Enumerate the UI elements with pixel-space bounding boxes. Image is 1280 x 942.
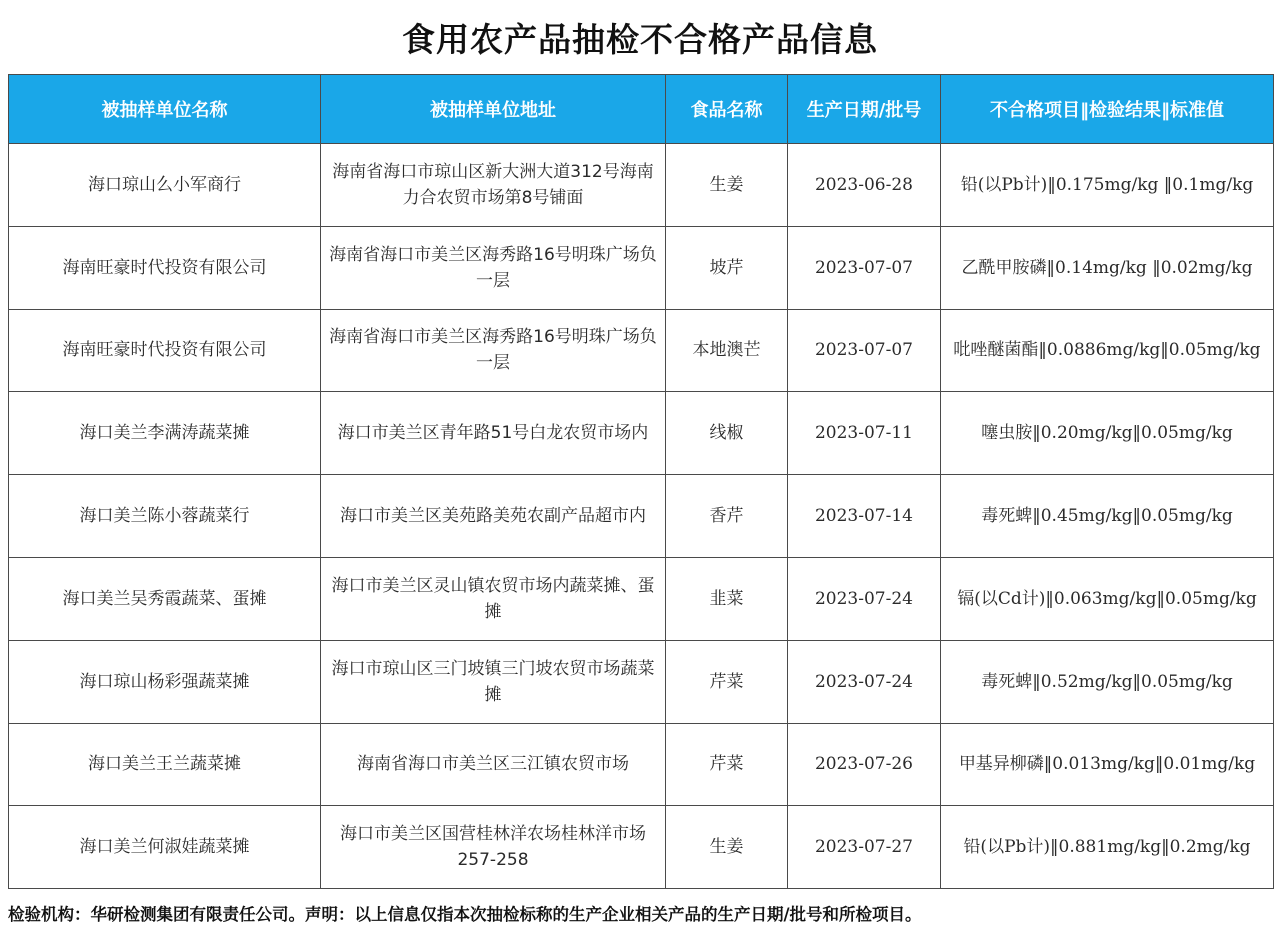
cell-production-date: 2023-07-11 xyxy=(788,392,941,475)
cell-unit-name: 海南旺豪时代投资有限公司 xyxy=(9,226,321,309)
footer-note: 检验机构：华研检测集团有限责任公司。声明：以上信息仅指本次抽检标称的生产企业相关产品的生产日期/批号和所检项目。 xyxy=(8,905,922,924)
cell-production-date: 2023-07-27 xyxy=(788,806,941,889)
cell-failed-item: 甲基异柳磷‖0.013mg/kg‖0.01mg/kg xyxy=(941,723,1274,806)
cell-failed-item: 毒死蜱‖0.52mg/kg‖0.05mg/kg xyxy=(941,640,1274,723)
table-row xyxy=(9,640,1274,723)
cell-failed-item: 镉(以Cd计)‖0.063mg/kg‖0.05mg/kg xyxy=(941,557,1274,640)
cell-unit-name: 海南旺豪时代投资有限公司 xyxy=(9,309,321,392)
cell-unit-name: 海口美兰陈小蓉蔬菜行 xyxy=(9,475,321,558)
cell-unit-name: 海口美兰何淑娃蔬菜摊 xyxy=(9,806,321,889)
cell-production-date: 2023-07-24 xyxy=(788,557,941,640)
header-failed-item: 不合格项目‖检验结果‖标准值 xyxy=(941,75,1274,144)
cell-production-date: 2023-06-28 xyxy=(788,144,941,227)
cell-unit-address: 海南省海口市美兰区海秀路16号明珠广场负一层 xyxy=(321,309,666,392)
cell-failed-item: 乙酰甲胺磷‖0.14mg/kg ‖0.02mg/kg xyxy=(941,226,1274,309)
header-unit-address: 被抽样单位地址 xyxy=(321,75,666,144)
cell-food-name: 芹菜 xyxy=(666,640,788,723)
table-row xyxy=(9,475,1274,558)
cell-unit-name: 海口琼山杨彩强蔬菜摊 xyxy=(9,640,321,723)
table-row xyxy=(9,392,1274,475)
cell-production-date: 2023-07-07 xyxy=(788,309,941,392)
cell-production-date: 2023-07-24 xyxy=(788,640,941,723)
cell-food-name: 坡芹 xyxy=(666,226,788,309)
cell-failed-item: 铅(以Pb计)‖0.175mg/kg ‖0.1mg/kg xyxy=(941,144,1274,227)
header-production-date: 生产日期/批号 xyxy=(788,75,941,144)
cell-unit-name: 海口美兰吴秀霞蔬菜、蛋摊 xyxy=(9,557,321,640)
table-row xyxy=(9,806,1274,889)
page-title: 食用农产品抽检不合格产品信息 xyxy=(402,20,878,59)
cell-unit-address: 海口市美兰区美苑路美苑农副产品超市内 xyxy=(321,475,666,558)
table-header-row xyxy=(9,75,1274,144)
cell-food-name: 线椒 xyxy=(666,392,788,475)
cell-production-date: 2023-07-07 xyxy=(788,226,941,309)
header-unit-name: 被抽样单位名称 xyxy=(9,75,321,144)
table-row xyxy=(9,226,1274,309)
cell-failed-item: 噻虫胺‖0.20mg/kg‖0.05mg/kg xyxy=(941,392,1274,475)
cell-unit-address: 海南省海口市美兰区三江镇农贸市场 xyxy=(321,723,666,806)
cell-food-name: 香芹 xyxy=(666,475,788,558)
cell-unit-address: 海口市美兰区国营桂林洋农场桂林洋市场257-258 xyxy=(321,806,666,889)
table-row xyxy=(9,557,1274,640)
cell-food-name: 本地澳芒 xyxy=(666,309,788,392)
cell-failed-item: 吡唑醚菌酯‖0.0886mg/kg‖0.05mg/kg xyxy=(941,309,1274,392)
results-table xyxy=(8,74,1274,889)
cell-failed-item: 毒死蜱‖0.45mg/kg‖0.05mg/kg xyxy=(941,475,1274,558)
cell-unit-address: 海南省海口市美兰区海秀路16号明珠广场负一层 xyxy=(321,226,666,309)
table-row xyxy=(9,144,1274,227)
cell-unit-address: 海口市琼山区三门坡镇三门坡农贸市场蔬菜摊 xyxy=(321,640,666,723)
header-food-name: 食品名称 xyxy=(666,75,788,144)
cell-production-date: 2023-07-26 xyxy=(788,723,941,806)
cell-unit-name: 海口美兰李满涛蔬菜摊 xyxy=(9,392,321,475)
table-row xyxy=(9,723,1274,806)
cell-unit-name: 海口琼山么小军商行 xyxy=(9,144,321,227)
cell-food-name: 芹菜 xyxy=(666,723,788,806)
table-body xyxy=(9,144,1274,889)
cell-unit-name: 海口美兰王兰蔬菜摊 xyxy=(9,723,321,806)
cell-food-name: 生姜 xyxy=(666,144,788,227)
cell-unit-address: 海口市美兰区灵山镇农贸市场内蔬菜摊、蛋摊 xyxy=(321,557,666,640)
table-row xyxy=(9,309,1274,392)
cell-food-name: 韭菜 xyxy=(666,557,788,640)
cell-failed-item: 铅(以Pb计)‖0.881mg/kg‖0.2mg/kg xyxy=(941,806,1274,889)
cell-unit-address: 海口市美兰区青年路51号白龙农贸市场内 xyxy=(321,392,666,475)
cell-food-name: 生姜 xyxy=(666,806,788,889)
cell-unit-address: 海南省海口市琼山区新大洲大道312号海南力合农贸市场第8号铺面 xyxy=(321,144,666,227)
cell-production-date: 2023-07-14 xyxy=(788,475,941,558)
